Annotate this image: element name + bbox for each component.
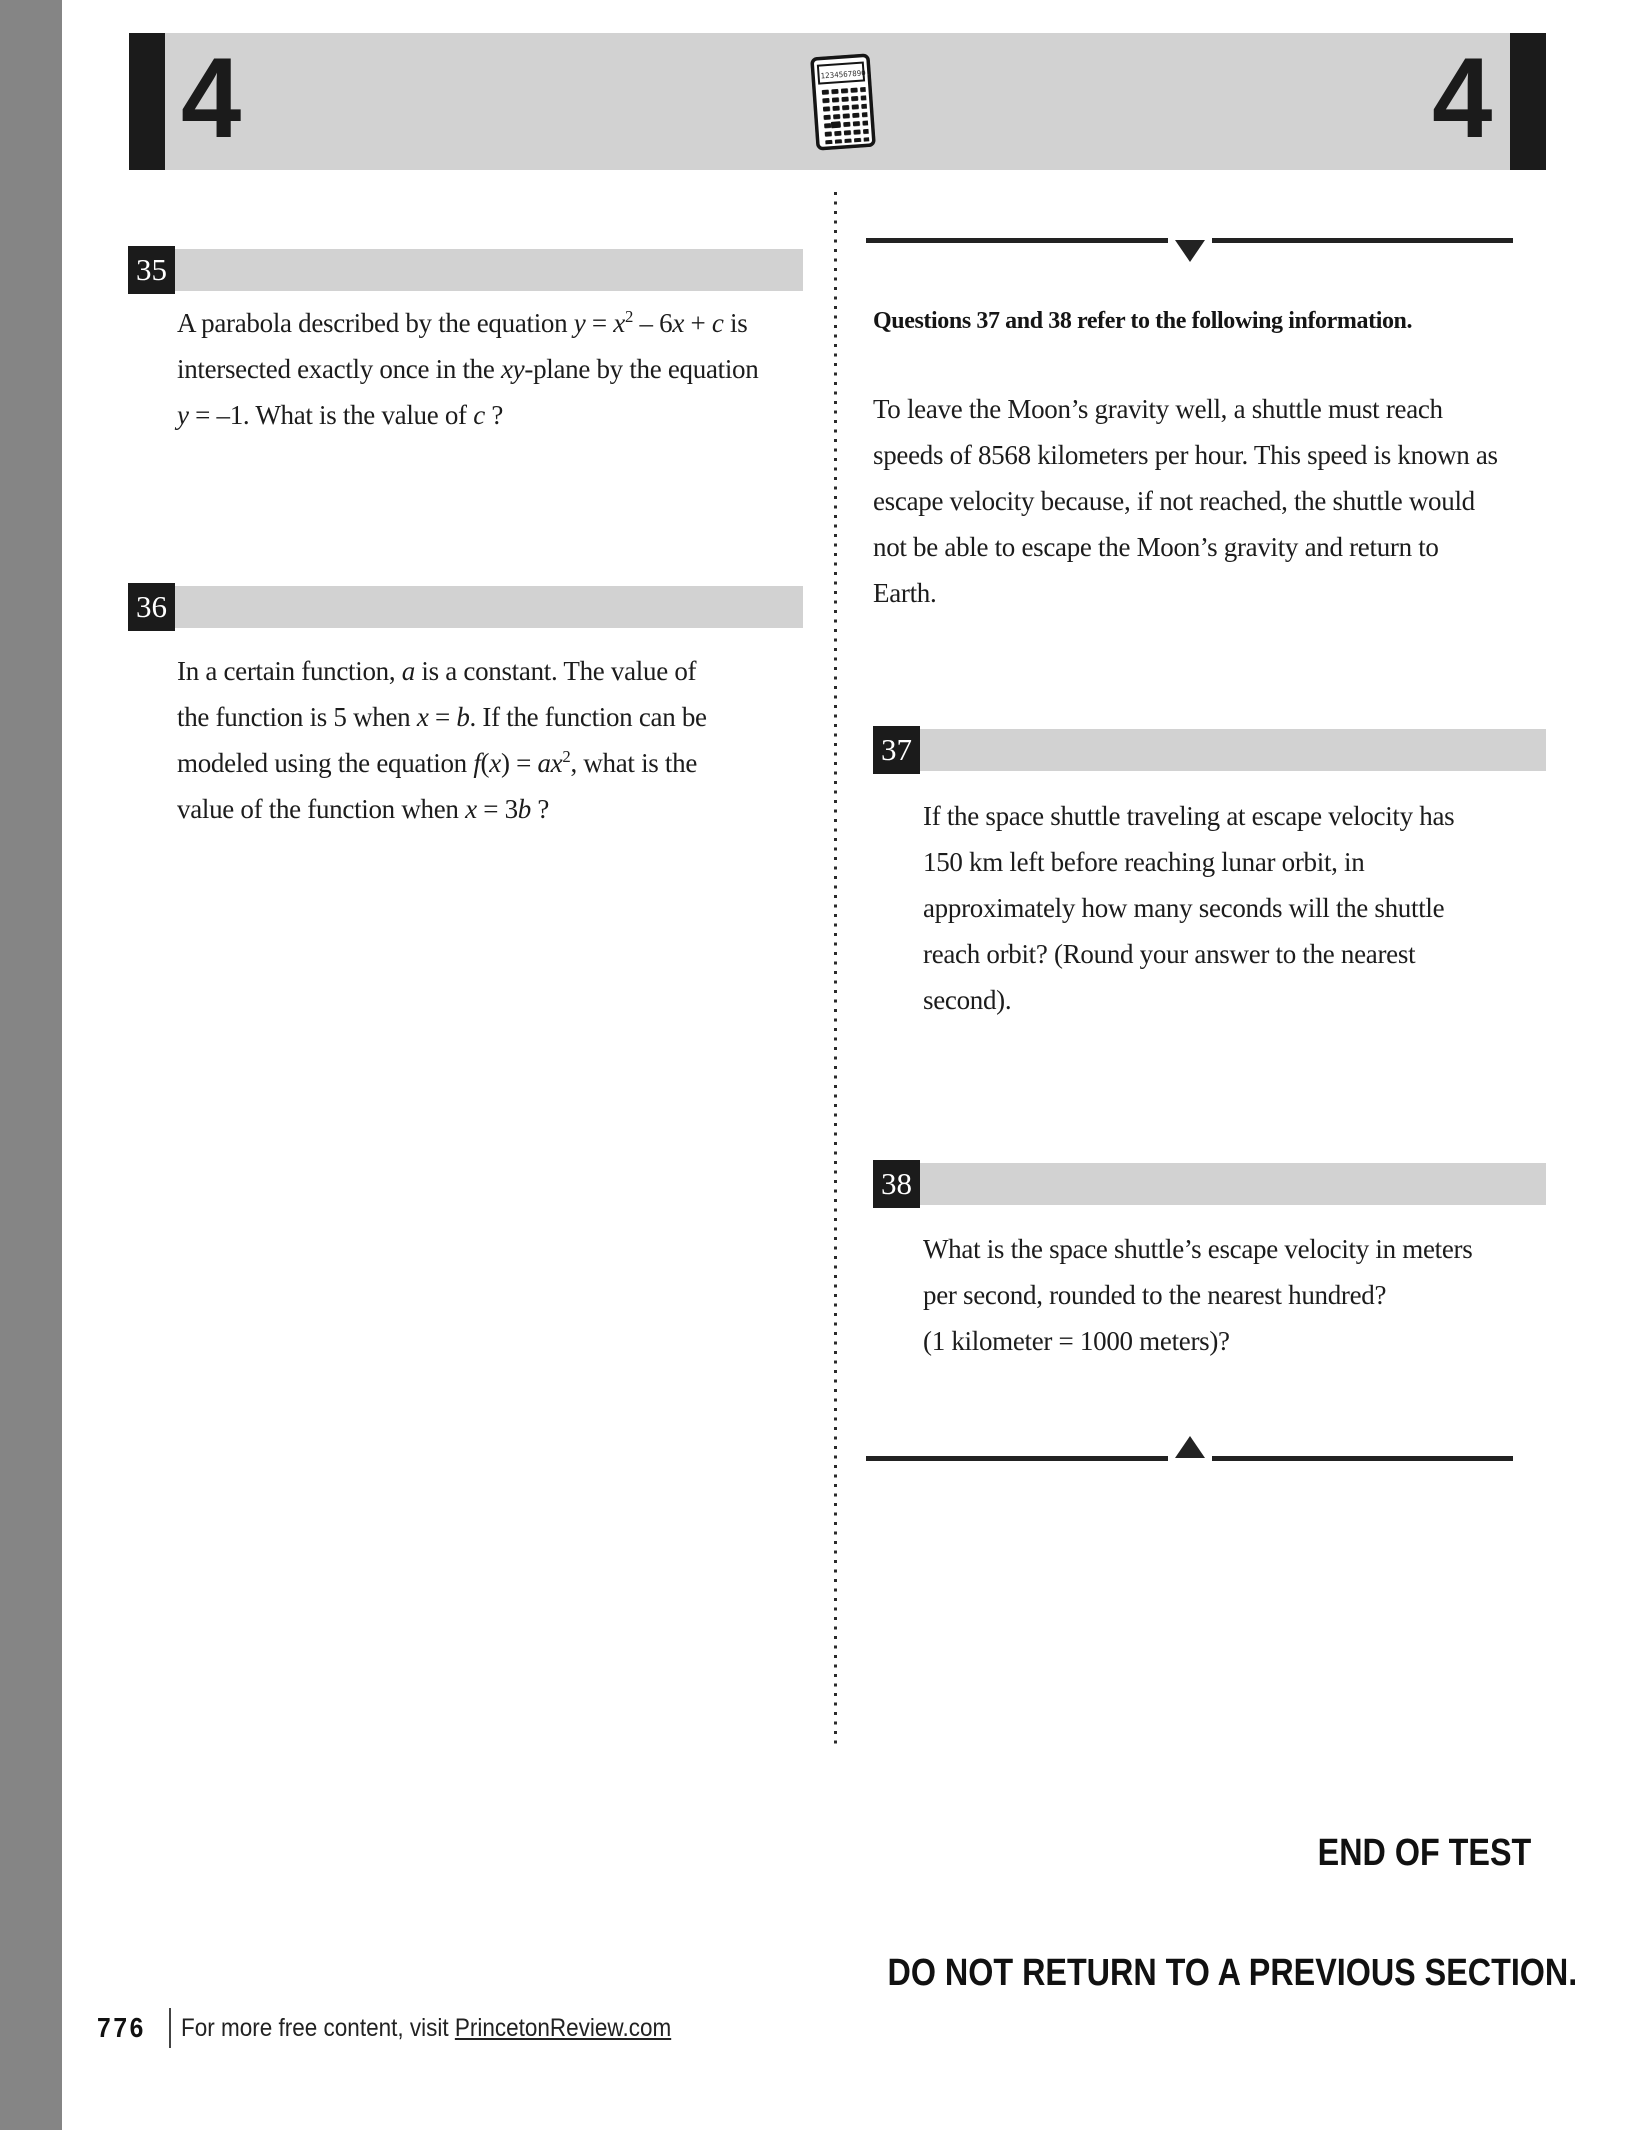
question-35-text: A parabola described by the equation $y = x^2 - 6x + c$ is intersected exactly once in the xy-plane by the equation y = –1. What is the value of c ? [177, 307, 759, 430]
questions-37-38-group-header: Questions 37 and 38 refer to the following information. [873, 308, 1413, 334]
question-37-number: 37 [873, 726, 920, 774]
footer-note [181, 2014, 671, 2043]
questions-37-38-intro-text: To leave the Moon’s gravity well, a shuttle must reach speeds of 8568 kilometers per hour. This speed is known as escape velocity because, if not reached, the shuttle would not be able to escape the Moon’s gravity and return to Earth. [873, 394, 1498, 608]
footer-note-text: For more free content, visit [180, 2013, 455, 2042]
question-35-label-bar [128, 249, 803, 291]
question-36-number: 36 [128, 583, 175, 631]
question-37-label-bar [873, 729, 1546, 771]
column-divider-dotted-line [834, 192, 837, 1750]
triangle-up-icon [1175, 1436, 1205, 1458]
end-of-test-banner: END OF TEST [1317, 1832, 1531, 1874]
page-number: 776 [97, 2012, 147, 2043]
page-edge-strip [0, 0, 62, 2130]
do-not-return-banner: DO NOT RETURN TO A PREVIOUS SECTION. [887, 1952, 1578, 1994]
question-38-text: What is the space shuttle’s escape velocity in meters per second, rounded to the nearest hundred? (1 kilometer = 1000 meters)? [923, 1234, 1473, 1356]
section-bottom-rule [866, 1446, 1513, 1470]
section-number-left: 4 [181, 35, 242, 162]
question-37-text: If the space shuttle traveling at escape velocity has 150 km left before reaching lunar orbit, in approximately how many seconds will the shuttle reach orbit? (Round your answer to the nearest second). [923, 801, 1455, 1015]
rule-segment [866, 238, 1168, 243]
page-footer [97, 2005, 725, 2051]
header-right-black-bar [1510, 33, 1546, 170]
triangle-down-icon [1175, 240, 1205, 262]
section-top-rule [866, 228, 1513, 252]
calculator-display: 1234567890. [820, 68, 871, 81]
question-38-number: 38 [873, 1160, 920, 1208]
question-35-number: 35 [128, 246, 175, 294]
question-36-text: In a certain function, a is a constant. The value of the function is 5 when x = b. If the function can be modeled using the equation $f(x) = ax^2$, what is the value of the function when x = 3b ? [177, 656, 707, 824]
section-header-band [129, 33, 1546, 170]
rule-segment [1212, 238, 1514, 243]
section-number-right: 4 [1431, 35, 1492, 162]
rule-segment [1212, 1456, 1514, 1461]
question-38-label-bar [873, 1163, 1546, 1205]
rule-segment [866, 1456, 1168, 1461]
calculator-icon [810, 53, 876, 151]
footer-divider [169, 2008, 171, 2048]
footer-link[interactable]: PrincetonReview.com [454, 2013, 671, 2042]
question-36-label-bar [128, 586, 803, 628]
header-left-black-bar [129, 33, 165, 170]
